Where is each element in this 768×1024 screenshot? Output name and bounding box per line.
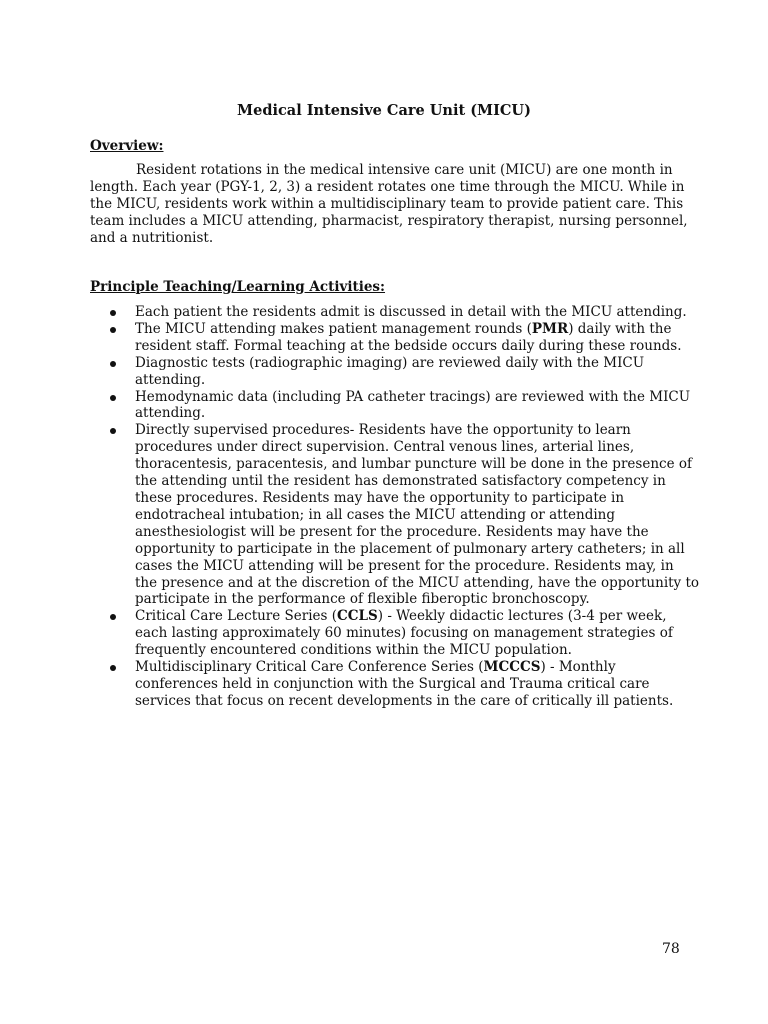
abbreviation-mcccs: MCCCS [483, 659, 541, 676]
list-item [90, 608, 700, 659]
list-item [90, 389, 700, 423]
list-item-text-before: Critical Care Lecture Series ( [135, 608, 338, 625]
bullet-icon [110, 665, 116, 671]
list-item [90, 304, 700, 321]
bullet-icon [110, 310, 116, 316]
abbreviation-ccls: CCLS [337, 608, 378, 625]
overview-heading: Overview: [90, 138, 164, 154]
list-item [90, 422, 700, 608]
list-item-text-after: ) - Monthly conferences held in conjunction with the Surgical and Trauma critical care services that focus on recent developments in the care of critically ill patients. [135, 659, 674, 709]
activities-heading: Principle Teaching/Learning Activities: [90, 279, 386, 295]
bullet-icon [110, 614, 116, 620]
bullet-icon [110, 395, 116, 401]
list-item-text-before: Multidisciplinary Critical Care Conference Series ( [135, 659, 484, 676]
abbreviation-pmr: PMR [531, 320, 569, 337]
list-item [90, 659, 700, 710]
list-item-text: Diagnostic tests (radiographic imaging) are reviewed daily with the MICU attending. [135, 354, 645, 388]
list-item-text-before: The MICU attending makes patient management rounds ( [135, 320, 532, 337]
overview-paragraph: Resident rotations in the medical intensive care unit (MICU) are one month in length. Each year (PGY-1, 2, 3) a resident rotates one time through the MICU. While in the MICU, residents work within a multidisciplinary team to provide patient care. This team includes a MICU attending, pharmacist, respiratory therapist, nursing personnel, and a nutritionist. [90, 162, 688, 246]
list-item-text: Hemodynamic data (including PA catheter tracings) are reviewed with the MICU attending. [135, 388, 691, 422]
list-item-text-after: ) daily with the resident staff. Formal teaching at the bedside occurs daily during these rounds. [135, 320, 682, 354]
list-item [90, 321, 700, 355]
bullet-icon [110, 327, 116, 333]
list-item-text: Directly supervised procedures- Residents have the opportunity to learn procedures under direct supervision. Central venous lines, arterial lines, thoracentesis, paracentesis, and lumbar puncture will be done in the presence of the attending until the resident has demonstrated satisfactory competency in these procedures. Residents may have the opportunity to participate in endotracheal intubation; in all cases the MICU attending or attending anesthesiologist will be present for the procedure. Residents may have the opportunity to participate in the placement of pulmonary artery catheters; in all cases the MICU attending will be present for the procedure. Residents may, in the presence and at the discretion of the MICU attending, have the opportunity to participate in the performance of flexible fiberoptic bronchoscopy. [135, 422, 700, 608]
page-title: Medical Intensive Care Unit (MICU) [237, 102, 531, 119]
activities-list [90, 304, 700, 710]
list-item-text: Each patient the residents admit is discussed in detail with the MICU attending. [135, 304, 687, 320]
list-item-text-after: ) - Weekly didactic lectures (3-4 per week, each lasting approximately 60 minutes) focusing on management strategies of frequently encountered conditions within the MICU population. [135, 608, 673, 659]
list-item [90, 355, 700, 389]
bullet-icon [110, 361, 116, 367]
bullet-icon [110, 428, 116, 434]
page-number: 78 [662, 941, 680, 957]
